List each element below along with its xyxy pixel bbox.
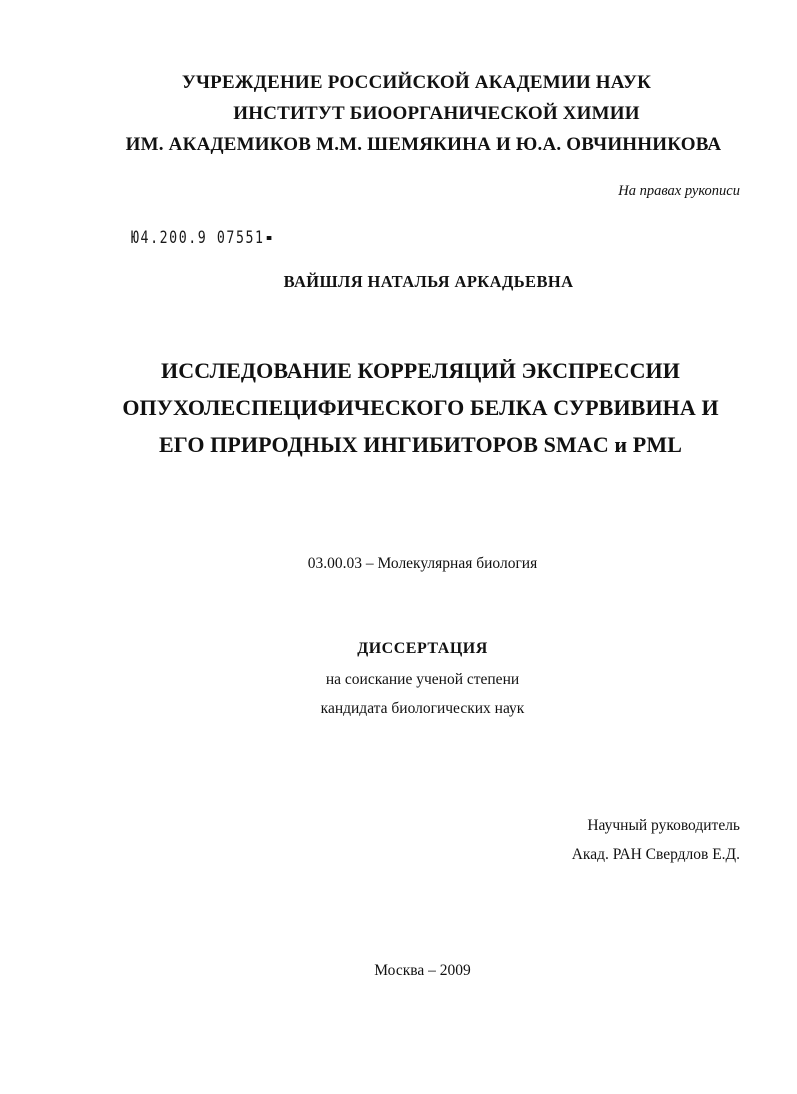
title-line-2: ОПУХОЛЕСПЕЦИФИЧЕСКОГО БЕЛКА СУРВИВИНА И (122, 395, 719, 420)
stamp-mark-icon (267, 236, 272, 240)
registration-number: Ю4.200.9 07551 (131, 228, 265, 248)
supervisor-label: Научный руководитель (587, 817, 740, 834)
title-line-1: ИССЛЕДОВАНИЕ КОРРЕЛЯЦИЙ ЭКСПРЕССИИ (161, 358, 680, 383)
registration-stamp (131, 228, 272, 248)
degree-line-1: на соискание ученой степени (325, 671, 520, 688)
place-year: Москва – 2009 (374, 962, 471, 979)
supervisor-name: Акад. РАН Свердлов Е.Д. (571, 846, 740, 863)
institution-line-1: УЧРЕЖДЕНИЕ РОССИЙСКОЙ АКАДЕМИИ НАУК (181, 72, 652, 93)
document-type: ДИССЕРТАЦИЯ (357, 640, 488, 657)
specialty: 03.00.03 – Молекулярная биология (307, 555, 538, 572)
degree-line-2: кандидата биологических наук (320, 700, 525, 717)
institution-line-3: ИМ. АКАДЕМИКОВ М.М. ШЕМЯКИНА И Ю.А. ОВЧИННИКОВА (125, 134, 722, 155)
author-name: ВАЙШЛЯ НАТАЛЬЯ АРКАДЬЕВНА (283, 272, 574, 291)
title-line-3: ЕГО ПРИРОДНЫХ ИНГИБИТОРОВ SMAC и PML (159, 432, 682, 457)
manuscript-note: На правах рукописи (618, 183, 740, 199)
institution-line-2: ИНСТИТУТ БИООРГАНИЧЕСКОЙ ХИМИИ (233, 103, 640, 124)
